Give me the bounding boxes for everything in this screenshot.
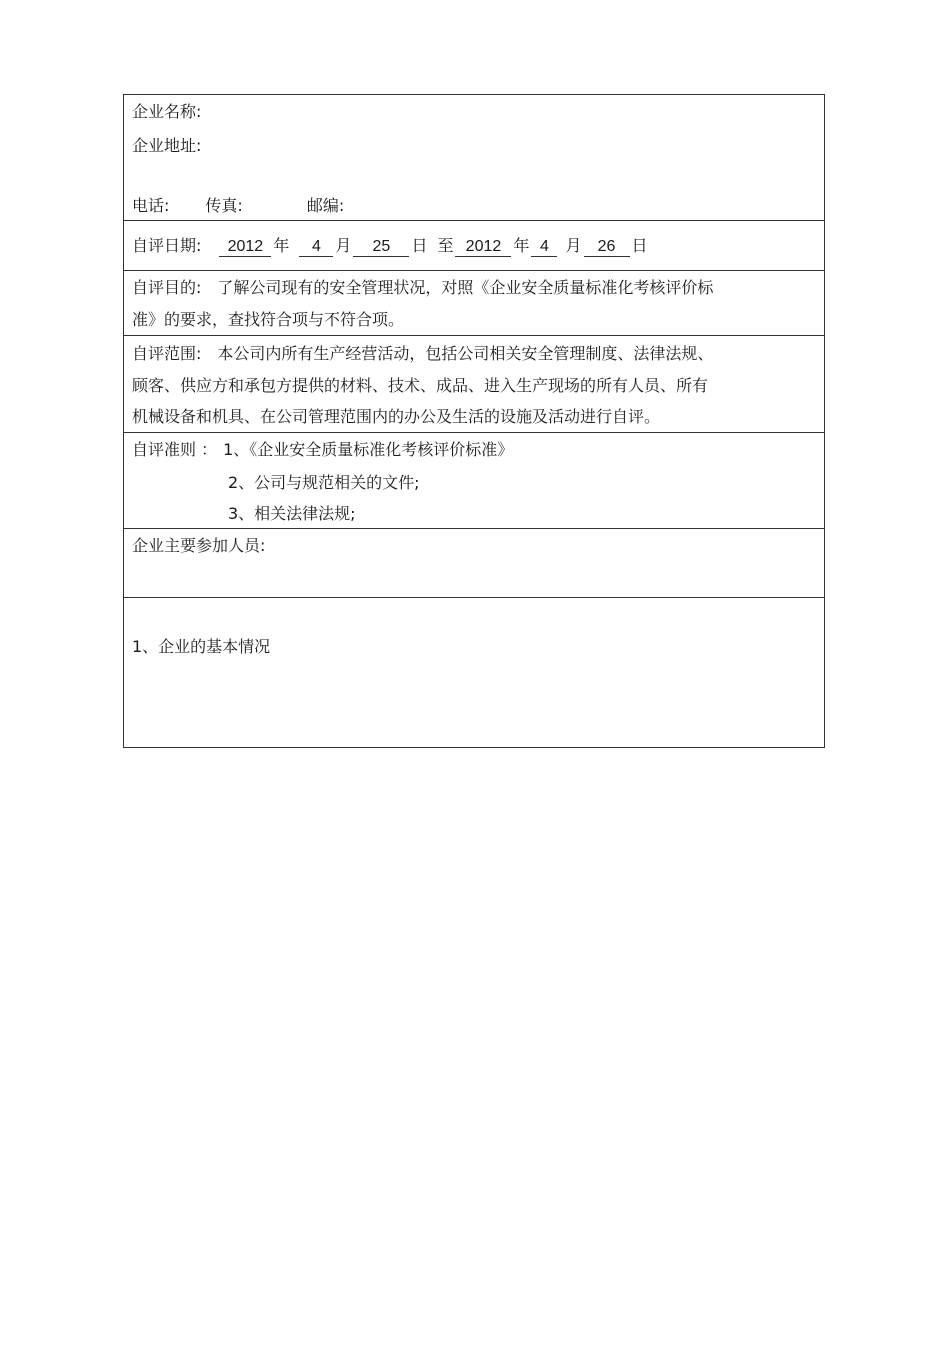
- scope-section: [124, 335, 824, 432]
- day-char: 日: [411, 236, 428, 255]
- scope-line-1: [132, 338, 816, 370]
- start-year-field: 2012: [219, 238, 271, 257]
- end-month-field: 4: [531, 238, 557, 257]
- criteria-line-1: [132, 433, 816, 467]
- company-address-label: 企业地址:: [132, 136, 202, 155]
- purpose-text-1: 了解公司现有的安全管理状况，对照《企业安全质量标准化考核评价标: [217, 278, 714, 297]
- postcode-label: 邮编:: [306, 196, 345, 215]
- end-month-char: 月: [565, 236, 582, 255]
- end-year-field: 2012: [455, 238, 511, 257]
- self-eval-date-section: [124, 220, 824, 270]
- end-year-char: 年: [513, 236, 530, 255]
- scope-text-2: 顾客、供应方和承包方提供的材料、技术、成品、进入生产现场的所有人员、所有: [132, 376, 709, 395]
- end-day-char: 日: [631, 236, 648, 255]
- self-eval-date-line: [132, 229, 816, 263]
- criteria-section: [124, 432, 824, 528]
- participants-section: [124, 528, 824, 597]
- phone-label: 电话:: [132, 196, 170, 215]
- scope-label: 自评范围:: [132, 344, 202, 363]
- purpose-label: 自评目的:: [132, 278, 202, 297]
- company-name-label: 企业名称:: [132, 102, 202, 121]
- contact-line: [132, 189, 344, 223]
- fax-label: 传真:: [205, 196, 243, 215]
- criteria-item-3: 3、相关法律法规;: [228, 504, 356, 523]
- criteria-label: 自评准则 ：: [132, 440, 218, 459]
- criteria-item-2: 2、公司与规范相关的文件;: [228, 473, 420, 492]
- year-char: 年: [273, 236, 290, 255]
- end-day-field: 26: [584, 238, 630, 257]
- month-char: 月: [335, 236, 352, 255]
- basic-info-heading: 1、企业的基本情况: [132, 637, 271, 656]
- self-eval-date-label: 自评日期:: [132, 236, 202, 255]
- company-info-section: [124, 95, 824, 220]
- to-char: 至: [437, 236, 454, 255]
- scope-text-3: 机械设备和机具、在公司管理范围内的办公及生活的设施及活动进行自评。: [132, 407, 661, 426]
- start-day-field: 25: [353, 238, 409, 257]
- self-evaluation-form: [123, 94, 825, 748]
- scope-text-1: 本公司内所有生产经营活动，包括公司相关安全管理制度、法律法规、: [217, 344, 714, 363]
- purpose-section: [124, 270, 824, 335]
- basic-info-section: [124, 597, 824, 747]
- criteria-item-1: 1、《企业安全质量标准化考核评价标准》: [223, 440, 514, 459]
- participants-label: 企业主要参加人员:: [132, 536, 266, 555]
- purpose-text-2: 准》的要求，查找符合项与不符合项。: [132, 310, 405, 329]
- start-month-field: 4: [299, 238, 333, 257]
- purpose-line-1: [132, 271, 816, 305]
